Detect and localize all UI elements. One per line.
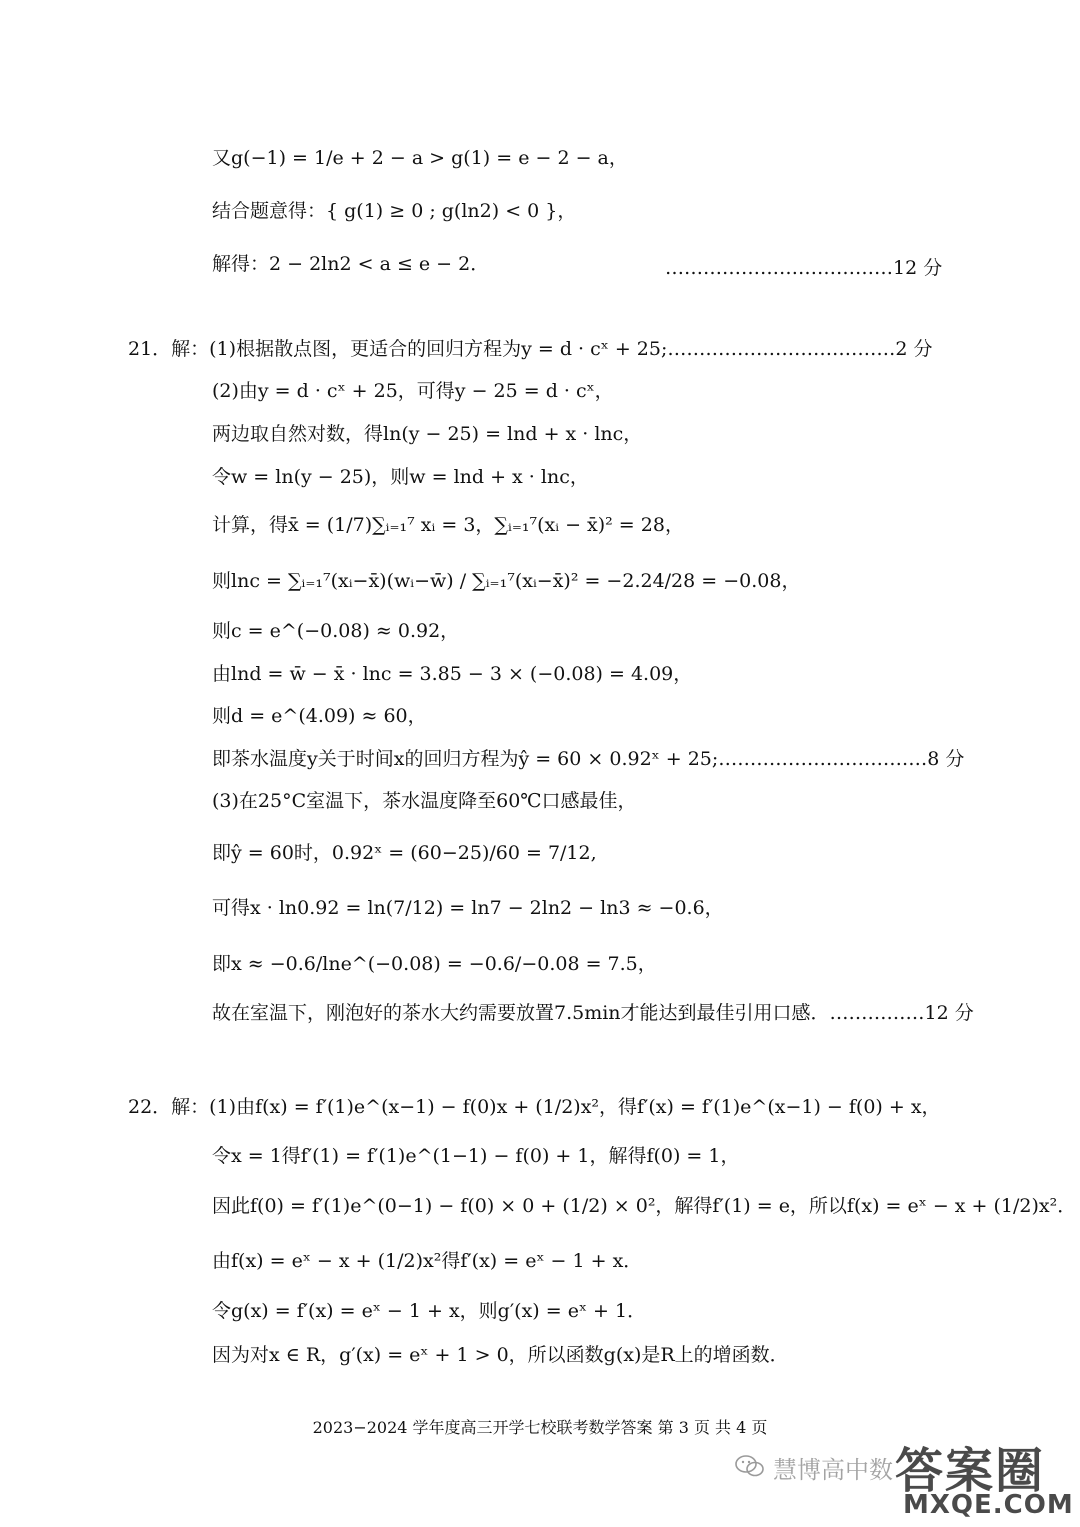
s22-line-5: 令g(x) = f′(x) = eˣ − 1 + x，则g′(x) = eˣ + 1．: [212, 1300, 647, 1322]
s21-line-5: 计算，得x̄ = (1/7)∑ᵢ₌₁⁷ xᵢ = 3，∑ᵢ₌₁⁷(xᵢ − x̄)² = 28，: [212, 514, 684, 536]
s21-line-11: (3)在25°C室温下，茶水温度降至60℃口感最佳，: [212, 790, 637, 812]
s21-line-2: (2)由y = d · cˣ + 25，可得y − 25 = d · cˣ，: [212, 380, 614, 402]
s20-score: ………………………………12 分: [665, 257, 943, 279]
watermark-logo: 答案圈: [895, 1443, 1046, 1499]
s22-line-6: 因为对x ∈ R，g′(x) = eˣ + 1 > 0，所以函数g(x)是R上的增函数．: [212, 1344, 789, 1366]
s20-line-2: 结合题意得：{ g(1) ≥ 0 ; g(ln2) < 0 }，: [212, 200, 577, 222]
s21-line-6: 则lnc = ∑ᵢ₌₁⁷(xᵢ−x̄)(wᵢ−w̄) / ∑ᵢ₌₁⁷(xᵢ−x̄)² = −2.24/28 = −0.08，: [212, 570, 801, 592]
s21-line-7: 则c = e^(−0.08) ≈ 0.92，: [212, 620, 460, 642]
watermark-url: MXQE.COM: [903, 1490, 1074, 1520]
s22-line-1: 22．解：(1)由f(x) = f′(1)e^(x−1) − f(0)x + (1/2)x²，得f′(x) = f′(1)e^(x−1) − f(0) + x，: [128, 1096, 941, 1118]
s22-line-3: 因此f(0) = f′(1)e^(0−1) − f(0) × 0 + (1/2) × 0²，解得f′(1) = e，所以f(x) = eˣ − x + (1/2)x²．: [212, 1195, 1077, 1217]
s21-line-12: 即ŷ = 60时，0.92ˣ = (60−25)/60 = 7/12,: [212, 842, 597, 864]
s21-line-10: 即茶水温度y关于时间x的回归方程为ŷ = 60 × 0.92ˣ + 25;……………………………8 分: [212, 748, 965, 770]
s21-line-4: 令w = ln(y − 25)，则w = lnd + x · lnc，: [212, 466, 589, 488]
s21-line-13: 可得x · ln0.92 = ln(7/12) = ln7 − 2ln2 − ln3 ≈ −0.6，: [212, 897, 724, 919]
s21-line-1: 21．解：(1)根据散点图，更适合的回归方程为y = d · cˣ + 25;………………………………2 分: [128, 338, 933, 360]
page-footer: 2023−2024 学年度高三开学七校联考数学答案 第 3 页 共 4 页: [312, 1418, 768, 1437]
s21-line-15: 故在室温下，刚泡好的茶水大约需要放置7.5min才能达到最佳引用口感．……………12 分: [212, 1002, 974, 1024]
s21-line-8: 由lnd = w̄ − x̄ · lnc = 3.85 − 3 × (−0.08) = 4.09，: [212, 663, 693, 685]
s20-line-3: 解得：2 − 2ln2 < a ≤ e − 2．: [212, 253, 490, 275]
s21-line-14: 即x ≈ −0.6/lne^(−0.08) = −0.6/−0.08 = 7.5，: [212, 953, 657, 975]
s22-line-2: 令x = 1得f′(1) = f′(1)e^(1−1) − f(0) + 1，解得f(0) = 1，: [212, 1145, 740, 1167]
watermark-account: 慧博高中数: [773, 1456, 893, 1484]
wechat-icon: [735, 1454, 765, 1478]
s20-line-1: 又g(−1) = 1/e + 2 − a > g(1) = e − 2 − a，: [212, 147, 628, 169]
s21-line-3: 两边取自然对数，得ln(y − 25) = lnd + x · lnc，: [212, 423, 643, 445]
s21-line-9: 则d = e^(4.09) ≈ 60，: [212, 705, 427, 727]
s22-line-4: 由f(x) = eˣ − x + (1/2)x²得f′(x) = eˣ − 1 + x．: [212, 1250, 643, 1272]
watermark: [735, 1432, 1074, 1522]
